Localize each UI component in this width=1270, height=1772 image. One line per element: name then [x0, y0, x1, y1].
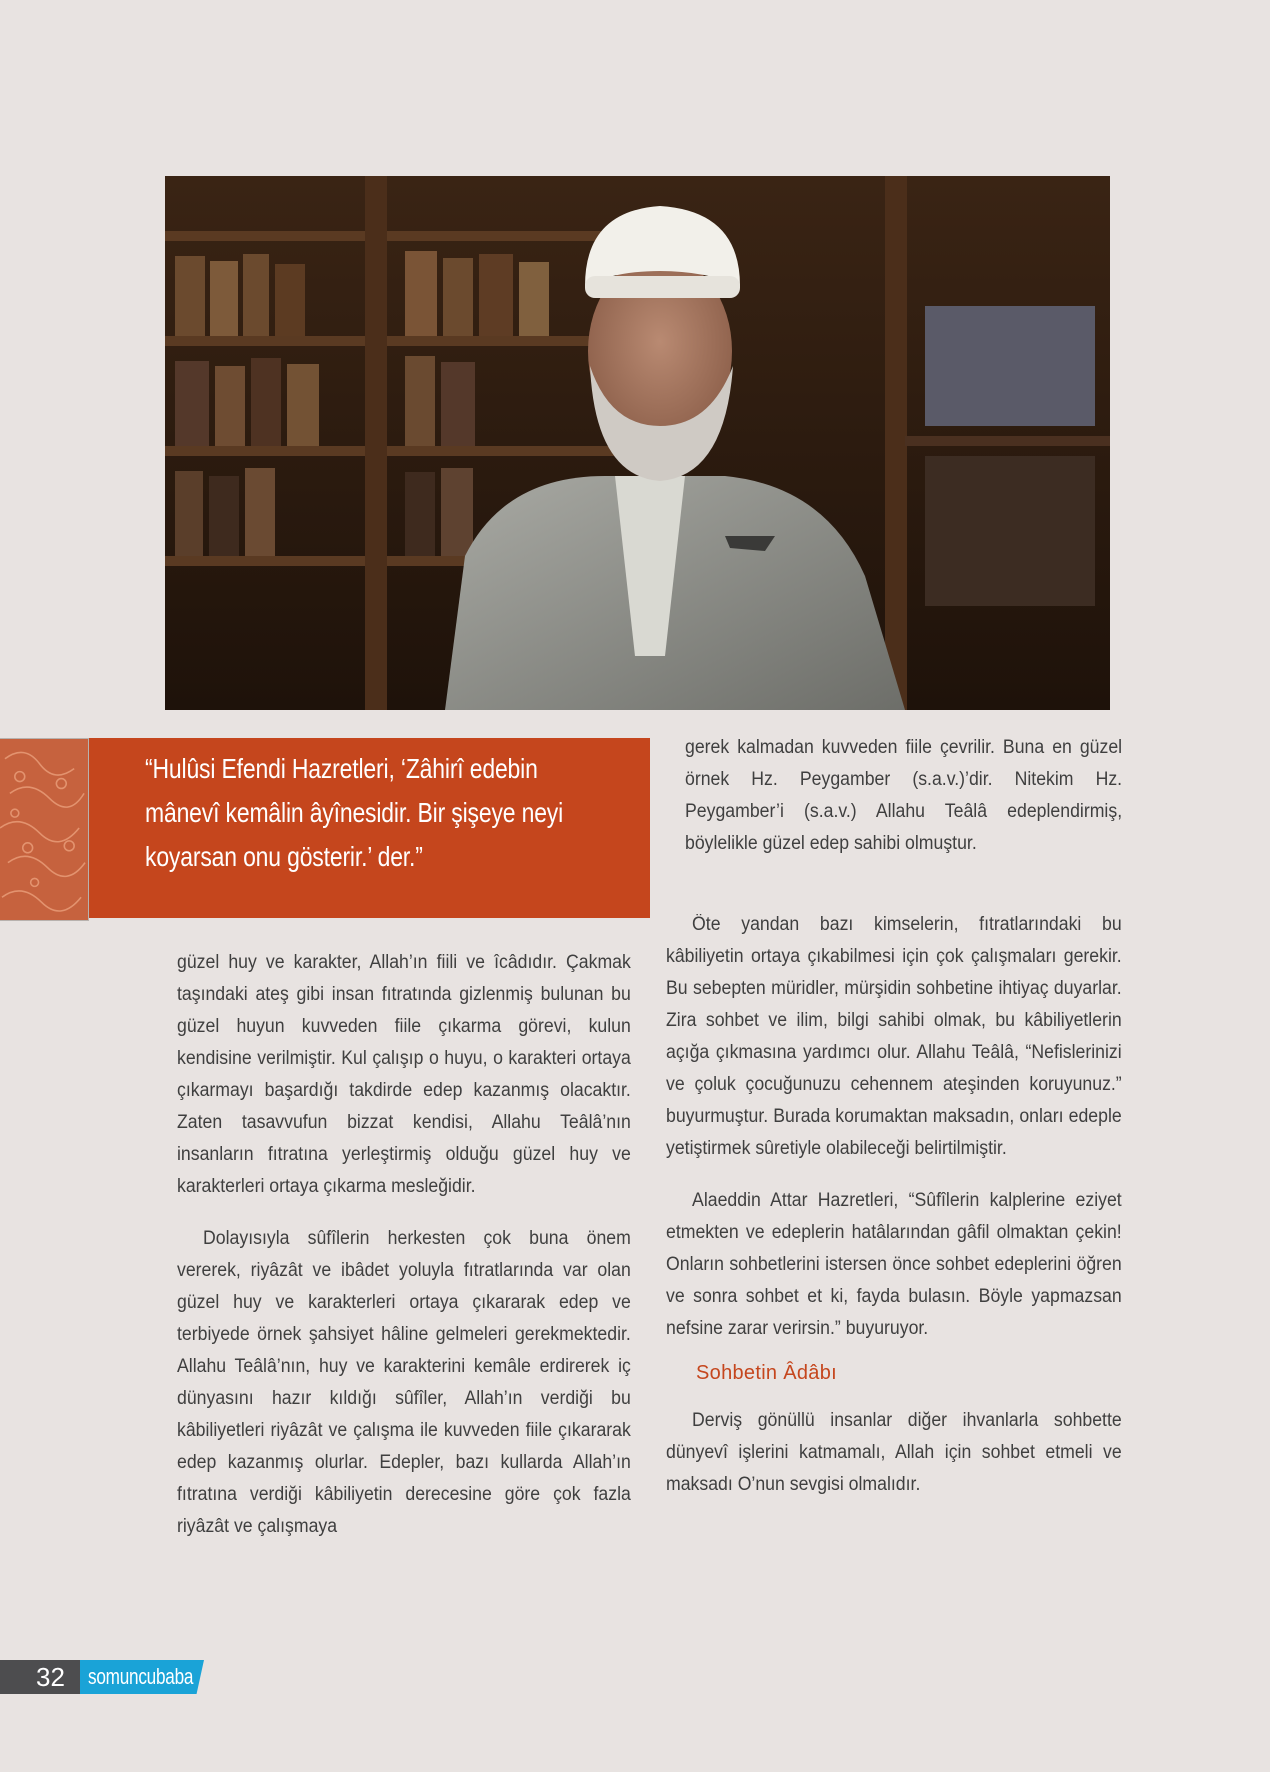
section-heading: Sohbetin Âdâbı [696, 1362, 837, 1384]
page-footer [0, 1660, 210, 1694]
ornament-pattern [0, 738, 89, 921]
page-number: 32 [36, 1662, 65, 1692]
portrait-photo [165, 176, 1110, 710]
right-column-top [685, 732, 1122, 860]
paragraph: Öte yandan bazı kimselerin, fıtratlarındaki bu kâbiliyetin ortaya çıkabilmesi için çok çalışmaları gerekir. Bu sebepten müridler, mürşidin sohbetine ihtiyaç duyarlar. Zira sohbet ve ilim, bilgi sahibi olmak, bu kâbiliyetlerin açığa çıkmasına yardımcı olur. Allahu Teâlâ, “Nefislerinizi ve çoluk çocuğunuzu cehennem ateşinden koruyunuz.” buyurmuştur. Burada korumaktan maksadın, onları edeple yetiştirmek sûretiyle olabileceği belirtilmiştir. [666, 914, 1122, 1159]
paragraph: Dolayısıyla sûfîlerin herkesten çok buna önem vererek, riyâzât ve ibâdet yoluyla fıtratlarında var olan güzel huy ve karakterleri ortaya çıkararak edep ve terbiyede örnek şahsiyet hâline gelmeleri gerekmektedir. Allahu Teâlâ’nın, huy ve karakterini kemâle erdirerek iç dünyasını hazır kıldığı sûfîler, Allah’ın verdiği bu kâbiliyetleri riyâzât ve çalışma ile kuvveden fiile çıkararak edep kazanmış olurlar. Edepler, bazı kullarda Allah’ın fıtratına verdiği kâbiliyetin derecesine göre çok fazla riyâzât ve çalışmaya [177, 1228, 631, 1537]
portrait-illustration [165, 176, 1110, 710]
pull-quote-box [89, 738, 650, 918]
paragraph: gerek kalmadan kuvveden fiile çevrilir. Buna en güzel örnek Hz. Peygamber (s.a.v.)’dir. Nitekim Hz. Peygamber’i (s.a.v.) Allahu Teâlâ edeplendirmiş, böylelikle güzel edep sahibi olmuştur. [685, 737, 1123, 854]
brand-logo: somuncubaba [88, 1664, 194, 1689]
right-column [666, 909, 1122, 1501]
paragraph: Alaeddin Attar Hazretleri, “Sûfîlerin kalplerine eziyet etmekten ve edeplerin hatâlarından gâfil olmaktan çekin! Onların sohbetlerini istersen önce sohbet edeplerini öğren ve sonra sohbet et ki, fayda bulasın. Böyle yapmazsan nefsine zarar verirsin.” buyuruyor. [666, 1190, 1122, 1339]
left-column [177, 947, 631, 1543]
paragraph: güzel huy ve karakter, Allah’ın fiili ve îcâdıdır. Çakmak taşındaki ateş gibi insan fıtratında gizlenmiş bulunan bu güzel huyun kuvveden fiile çıkarma görevi, kulun kendisine verilmiştir. Kul çalışıp o huyu, o karakteri ortaya çıkarmayı başardığı takdirde edep kazanmış olacaktır. Zaten tasavvufun bizzat kendisi, Allahu Teâlâ’nın insanların fıtratına yerleştirmiş olduğu güzel huy ve karakterleri ortaya çıkarma mesleğidir. [177, 952, 631, 1197]
paragraph: Derviş gönüllü insanlar diğer ihvanlarla sohbette dünyevî işlerini katmamalı, Allah için sohbet etmeli ve maksadı O’nun sevgisi olmalıdır. [666, 1410, 1122, 1495]
pull-quote: “Hulûsi Efendi Hazretleri, ‘Zâhirî edebin mânevî kemâlin âyînesidir. Bir şişeye neyi koyarsan onu gösterir.’ der.” [145, 753, 564, 872]
